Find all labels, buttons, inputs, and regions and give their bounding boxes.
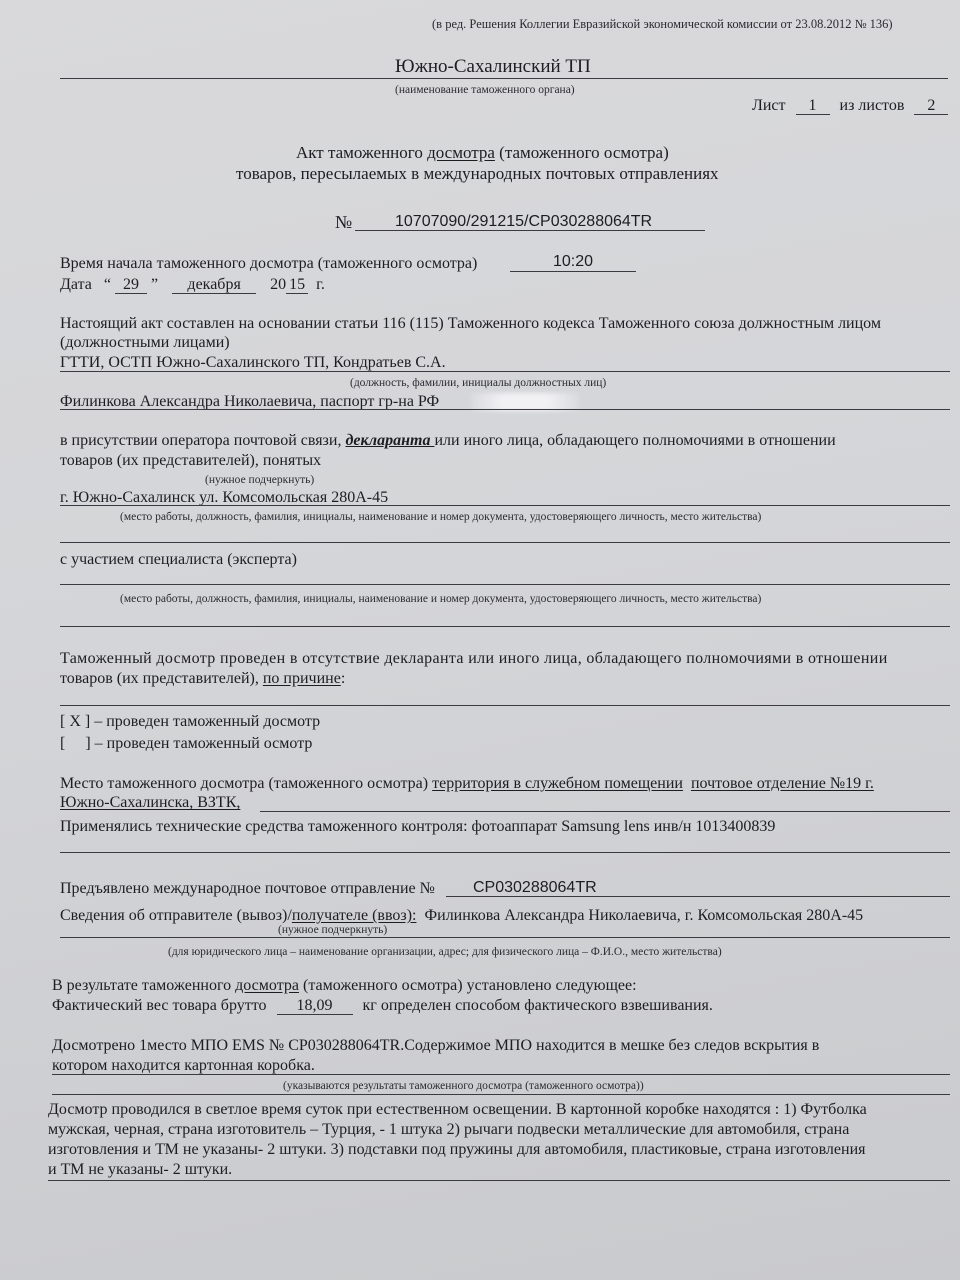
absence-line1: Таможенный досмотр проведен в отсутствие декларанта или иного лица, обладающего полномочиями в отношении bbox=[60, 650, 888, 667]
presence-line1: в присутствии оператора почтовой связи, декларанта или иного лица, обладающего полномочиями в отношении bbox=[60, 432, 836, 449]
sender-underline-caption: (нужное подчеркнуть) bbox=[278, 924, 388, 936]
specialist-rule bbox=[60, 584, 950, 585]
sender-rule bbox=[60, 937, 950, 938]
sheet-number: 1 bbox=[796, 97, 830, 115]
title-underlined-word: досмотра bbox=[427, 143, 495, 162]
place-part2: почтовое отделение №19 г. bbox=[690, 775, 874, 792]
check-inspection-box: [ X ] bbox=[60, 713, 91, 730]
act-number-rule bbox=[355, 230, 705, 231]
check-inspection bbox=[60, 713, 320, 731]
date-day: 29 bbox=[115, 276, 147, 294]
sender-line: Сведения об отправителе (вывоз)/получателе (ввоз): Филинкова Александра Николаевича, г. Комсомольская 280А-45 bbox=[60, 907, 864, 924]
parcel-rule bbox=[446, 896, 950, 897]
presence-line2: товаров (их представителей), понятых bbox=[60, 452, 322, 469]
start-time-rule bbox=[510, 271, 636, 272]
date-month: декабря bbox=[172, 276, 256, 294]
start-time-value: 10:20 bbox=[553, 253, 594, 270]
weight-label: Фактический вес товара брутто bbox=[52, 997, 267, 1014]
place-line2: Южно-Сахалинска, ВЗТК, bbox=[60, 794, 241, 811]
specialist-rule-2 bbox=[60, 626, 950, 627]
sender-value: Филинкова Александра Николаевича, г. Комсомольская 280А-45 bbox=[424, 907, 864, 924]
tech-means: Применялись технические средства таможенного контроля: фотоаппарат Samsung lens инв/н 1013400839 bbox=[60, 818, 776, 835]
findings-line2: котором находится картонная коробка. bbox=[52, 1057, 315, 1074]
date-label: Дата bbox=[60, 276, 92, 293]
address-rule-2 bbox=[60, 542, 950, 543]
parcel-label: Предъявлено международное почтовое отправление № bbox=[60, 880, 435, 897]
specialist-caption: (место работы, должность, фамилия, инициалы, наименование и номер документа, удостоверяющего личность, место жительства) bbox=[120, 593, 762, 605]
customs-body-name: Южно-Сахалинский ТП bbox=[395, 56, 591, 77]
specialist-label: с участием специалиста (эксперта) bbox=[60, 551, 297, 568]
findings-rule-2 bbox=[52, 1094, 950, 1095]
place-part1: территория в служебном помещении bbox=[432, 775, 683, 792]
document-title-line1: Акт таможенного досмотра (таможенного осмотра) bbox=[296, 143, 669, 162]
act-number-sign: № bbox=[335, 212, 353, 232]
sender-caption: (для юридического лица – наименование организации, адрес; для физического лица – Ф.И.О., место жительства) bbox=[168, 946, 722, 958]
person-value: Филинкова Александра Николаевича, паспорт гр-на РФ bbox=[60, 393, 440, 410]
sheet-label: Лист bbox=[752, 97, 786, 114]
basis-line1: Настоящий акт составлен на основании статьи 116 (115) Таможенного кодекса Таможенного союза должностным лицом bbox=[60, 315, 881, 332]
person-rule bbox=[60, 409, 950, 410]
findings-line4: мужская, черная, страна изготовитель – Турция, - 1 штука 2) рычаги подвески металлические для автомобиля, страна bbox=[48, 1121, 850, 1138]
officer-rule bbox=[60, 371, 950, 372]
officer-caption: (должность, фамилии, инициалы должностных лиц) bbox=[350, 377, 607, 389]
check-inspection-label: – проведен таможенный досмотр bbox=[94, 713, 321, 730]
address-value: г. Южно-Сахалинск ул. Комсомольская 280А-45 bbox=[60, 489, 389, 506]
underline-needed-caption: (нужное подчеркнуть) bbox=[205, 474, 315, 486]
reason-underlined: по причине bbox=[262, 670, 341, 687]
start-time-label: Время начала таможенного досмотра (таможенного осмотра) bbox=[60, 255, 478, 272]
tech-rule bbox=[60, 852, 950, 853]
check-examination-box: [ ] bbox=[60, 735, 91, 752]
findings-rule bbox=[52, 1074, 950, 1075]
result-line1: В результате таможенного досмотра (таможенного осмотра) установлено следующее: bbox=[52, 977, 637, 994]
amendment-note: (в ред. Решения Коллегии Евразийской экономической комиссии от 23.08.2012 № 136) bbox=[432, 17, 893, 31]
findings-line6: и ТМ не указаны- 2 штуки. bbox=[48, 1161, 233, 1178]
place-rule bbox=[260, 811, 950, 812]
document-title-line2: товаров, пересылаемых в международных почтовых отправлениях bbox=[236, 164, 719, 183]
customs-body-rule bbox=[60, 78, 948, 79]
address-caption: (место работы, должность, фамилия, инициалы, наименование и номер документа, удостоверяющего личность, место жительства) bbox=[120, 511, 762, 523]
officer-value: ГТТИ, ОСТП Южно-Сахалинского ТП, Кондратьев С.А. bbox=[60, 354, 446, 371]
sheet-counter bbox=[752, 97, 948, 115]
place-line1: Место таможенного досмотра (таможенного осмотра) территория в служебном помещении почтовое отделение №19 г. bbox=[60, 775, 874, 792]
act-number-value: 10707090/291215/CP030288064TR bbox=[395, 213, 653, 230]
weight-row bbox=[52, 997, 713, 1015]
findings-rule-3 bbox=[48, 1180, 950, 1181]
findings-line1: Досмотрено 1место МПО EMS № CP030288064TR.Содержимое МПО находится в мешке без следов вскрытия в bbox=[52, 1037, 820, 1054]
weight-value: 18,09 bbox=[277, 997, 353, 1015]
parcel-number: CP030288064TR bbox=[473, 879, 597, 896]
check-examination bbox=[60, 735, 312, 753]
recipient-underlined: получателе (ввоз): bbox=[291, 907, 417, 924]
findings-line5: изготовления и ТМ не указаны- 2 штуки. 3) подставки под пружины для автомобиля, пластиковые, страна изготовления bbox=[48, 1141, 866, 1158]
address-rule bbox=[60, 505, 950, 506]
reason-rule bbox=[60, 705, 950, 706]
declarant-underlined: декларанта bbox=[345, 432, 435, 449]
basis-line2: (должностными лицами) bbox=[60, 334, 230, 351]
findings-caption: (указываются результаты таможенного досмотра (таможенного осмотра)) bbox=[283, 1080, 644, 1092]
date-row: Дата “ 29 ” декабря 20 15 г. bbox=[60, 276, 325, 293]
absence-line2: товаров (их представителей), по причине: bbox=[60, 670, 346, 687]
weight-method: кг определен способом фактического взвешивания. bbox=[362, 997, 713, 1014]
sheets-of-label: из листов bbox=[839, 97, 905, 114]
check-examination-label: – проведен таможенный осмотр bbox=[94, 735, 313, 752]
sheets-total: 2 bbox=[914, 97, 948, 115]
findings-line3: Досмотр проводился в светлое время суток при естественном освещении. В картонной коробке находятся : 1) Футболка bbox=[48, 1101, 867, 1118]
customs-body-caption: (наименование таможенного органа) bbox=[395, 84, 575, 96]
date-year: 15 bbox=[286, 276, 308, 294]
